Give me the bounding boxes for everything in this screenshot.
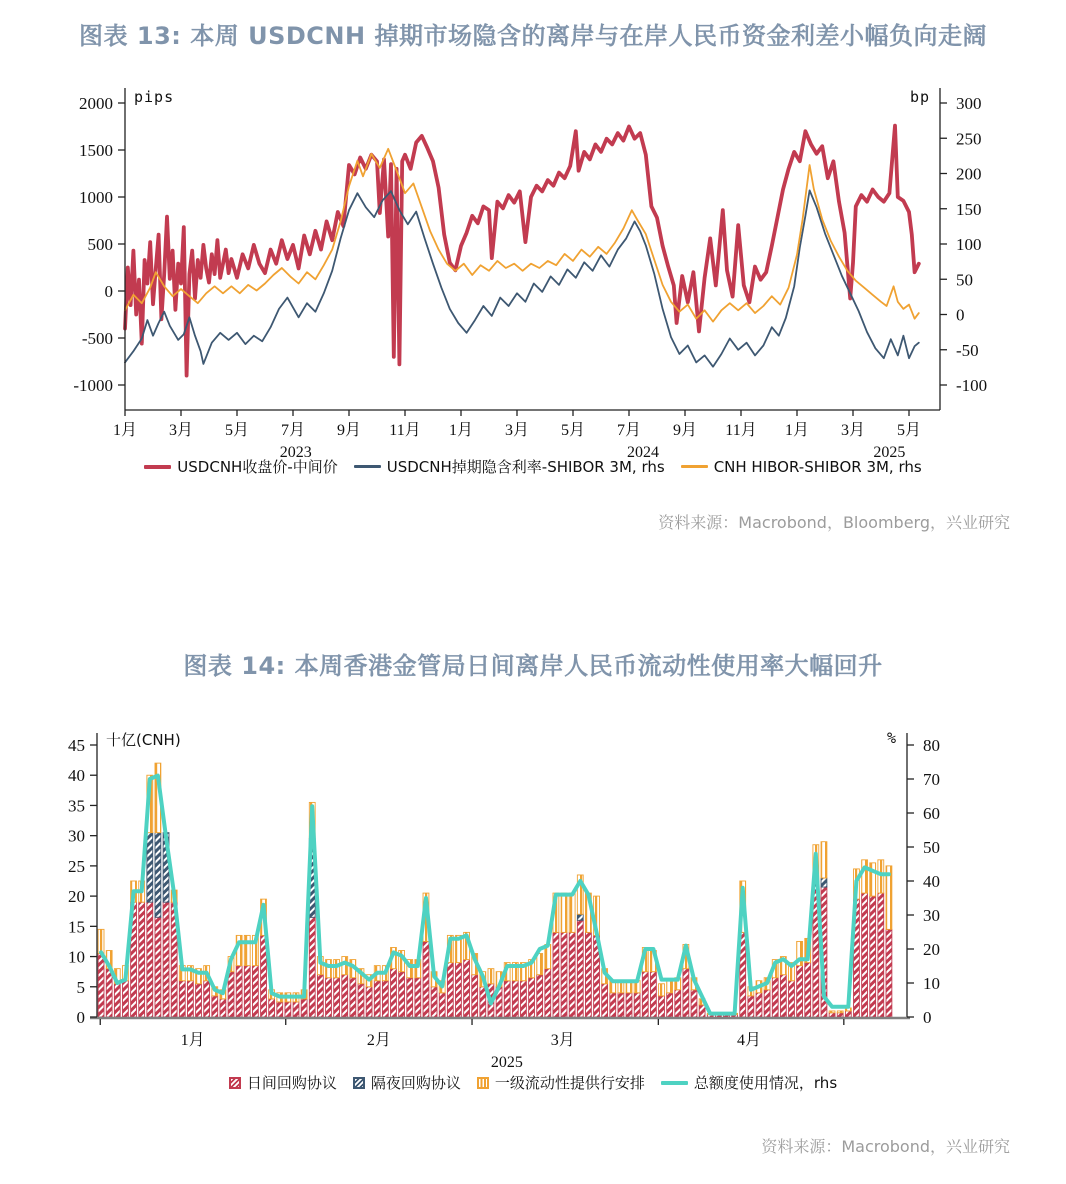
red-line-swatch-icon — [144, 465, 171, 469]
svg-text:11月: 11月 — [389, 422, 421, 439]
svg-text:200: 200 — [956, 164, 982, 184]
svg-text:3月: 3月 — [168, 422, 194, 439]
svg-text:7月: 7月 — [616, 422, 642, 439]
svg-text:11月: 11月 — [725, 422, 757, 439]
svg-text:10: 10 — [923, 974, 940, 993]
svg-text:-500: -500 — [81, 329, 113, 348]
svg-text:-1000: -1000 — [73, 376, 113, 395]
svg-text:300: 300 — [956, 94, 982, 113]
orange-line-swatch-icon — [681, 465, 708, 468]
svg-text:70: 70 — [923, 770, 940, 789]
navy-hatched-box-icon — [353, 1077, 365, 1089]
figure-14-source: 资料来源：Macrobond，兴业研究 — [761, 1137, 1010, 1156]
svg-text:2023: 2023 — [279, 444, 312, 461]
svg-text:1月: 1月 — [112, 422, 138, 439]
svg-text:0: 0 — [923, 1008, 932, 1027]
svg-text:100: 100 — [956, 235, 982, 254]
svg-text:250: 250 — [956, 129, 982, 149]
figure-14-legend — [0, 1072, 1066, 1093]
svg-text:1500: 1500 — [79, 141, 113, 160]
svg-text:5月: 5月 — [896, 422, 922, 439]
svg-text:3月: 3月 — [840, 422, 866, 439]
svg-text:2025: 2025 — [490, 1054, 523, 1071]
svg-text:-50: -50 — [956, 340, 979, 360]
legend-item-intraday-repo — [229, 1072, 337, 1093]
legend-label: USDCNH收盘价-中间价 — [177, 458, 338, 476]
svg-text:9月: 9月 — [336, 422, 362, 439]
svg-text:2024: 2024 — [627, 444, 659, 461]
svg-text:40: 40 — [68, 766, 85, 786]
left-axis-unit-pips: pips — [134, 88, 175, 106]
svg-text:1月: 1月 — [784, 422, 810, 439]
svg-text:20: 20 — [923, 940, 940, 959]
legend-label: 一级流动性提供行安排 — [494, 1074, 645, 1092]
svg-text:2月: 2月 — [366, 1032, 391, 1049]
legend-item-cnh-hibor-shibor — [681, 458, 922, 476]
svg-text:35: 35 — [68, 796, 85, 816]
svg-text:5月: 5月 — [560, 422, 586, 439]
svg-text:0: 0 — [76, 1008, 85, 1027]
svg-text:500: 500 — [87, 235, 113, 254]
legend-label: 总额度使用情况，rhs — [693, 1074, 838, 1092]
svg-text:3月: 3月 — [504, 422, 530, 439]
svg-text:2000: 2000 — [79, 94, 113, 113]
figure-13-source: 资料来源：Macrobond，Bloomberg，兴业研究 — [658, 513, 1010, 532]
svg-text:15: 15 — [68, 917, 85, 937]
right-axis-unit-percent: % — [886, 729, 897, 747]
svg-text:5: 5 — [76, 977, 85, 997]
red-hatched-box-icon — [229, 1077, 241, 1089]
cyan-line-swatch-icon — [661, 1081, 688, 1085]
svg-text:0: 0 — [104, 282, 113, 301]
figure-13-title: 图表 13: 本周 USDCNH 掉期市场隐含的离岸与在岸人民币资金利差小幅负向走阔 — [79, 22, 987, 50]
svg-text:60: 60 — [923, 804, 940, 823]
legend-label: CNH HIBOR-SHIBOR 3M, rhs — [713, 457, 922, 476]
svg-text:50: 50 — [956, 270, 973, 290]
figure-14-title: 图表 14: 本周香港金管局日间离岸人民币流动性使用率大幅回升 — [183, 652, 883, 680]
svg-text:1月: 1月 — [448, 422, 474, 439]
svg-text:9月: 9月 — [672, 422, 698, 439]
legend-item-overnight-repo — [353, 1072, 461, 1093]
figure-13-legend — [0, 456, 1066, 477]
svg-text:-100: -100 — [956, 376, 988, 395]
svg-text:4月: 4月 — [737, 1032, 762, 1049]
svg-text:150: 150 — [956, 199, 982, 219]
svg-text:30: 30 — [68, 826, 85, 846]
svg-text:10: 10 — [68, 947, 85, 967]
legend-item-total-usage — [661, 1072, 837, 1093]
svg-text:40: 40 — [923, 872, 940, 891]
hkma-liquidity-bar-chart — [0, 715, 1066, 1075]
svg-text:45: 45 — [68, 736, 85, 755]
svg-text:30: 30 — [923, 906, 940, 925]
legend-item-usdcnh-close-mid — [144, 456, 337, 477]
legend-item-swap-implied-shibor — [354, 456, 665, 477]
orange-hatched-box-icon — [477, 1077, 489, 1089]
svg-text:3月: 3月 — [550, 1032, 575, 1049]
svg-text:50: 50 — [923, 838, 940, 857]
legend-item-primary-liquidity — [477, 1072, 645, 1093]
legend-label: 隔夜回购协议 — [370, 1074, 461, 1092]
svg-text:7月: 7月 — [280, 422, 306, 439]
svg-text:80: 80 — [923, 736, 940, 755]
svg-text:1月: 1月 — [180, 1032, 205, 1049]
svg-text:20: 20 — [68, 887, 85, 907]
svg-text:2025: 2025 — [873, 444, 906, 461]
svg-text:1000: 1000 — [79, 188, 113, 207]
svg-text:0: 0 — [956, 305, 965, 325]
right-axis-unit-bp: bp — [909, 88, 930, 106]
navy-line-swatch-icon — [354, 465, 381, 468]
svg-text:5月: 5月 — [224, 422, 250, 439]
usdcnh-spread-line-chart — [0, 80, 1066, 480]
legend-label: 日间回购协议 — [246, 1074, 337, 1092]
left-axis-unit-billion-cnh: 十亿(CNH) — [106, 731, 181, 749]
svg-text:25: 25 — [68, 856, 85, 876]
legend-label: USDCNH掉期隐含利率-SHIBOR 3M, rhs — [386, 458, 665, 476]
